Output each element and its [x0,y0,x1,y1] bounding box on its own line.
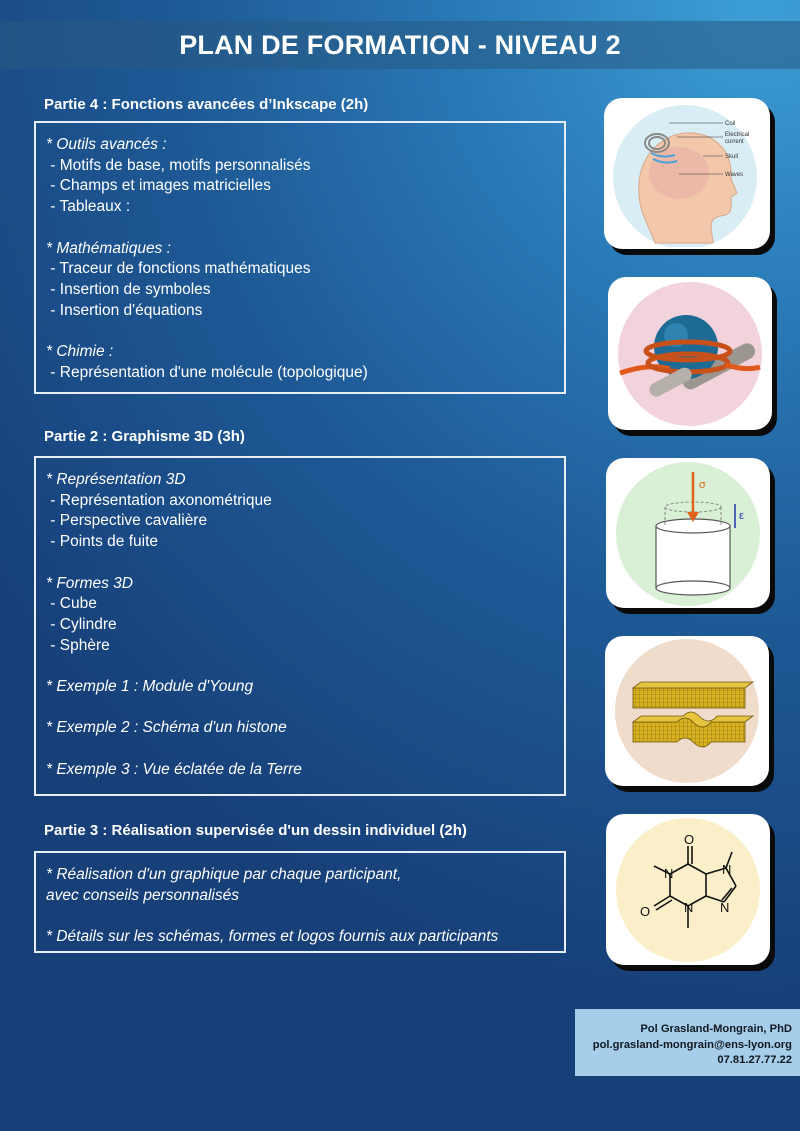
section-1-line: * Exemple 2 : Schéma d'un histone [46,719,287,737]
nitrogen-9-label: N [720,899,730,915]
section-2-line: * Détails sur les schémas, formes et logos fournis aux participants [46,928,499,946]
section-0-line: - Tableaux : [46,198,131,216]
section-box-partie-2 [34,456,566,796]
section-0-line: - Insertion d'équations [46,301,203,319]
brain-stimulation-illustration [604,98,770,249]
skull-label: Skull [725,153,739,160]
electrical-label: Electrical [725,131,750,138]
section-1-line: - Sphère [46,636,110,654]
section-2-line [46,906,554,927]
section-0-line: - Motifs de base, motifs personnalisés [46,156,311,174]
section-0-line: - Insertion de symboles [46,280,211,298]
caffeine-molecule-svg [608,816,768,964]
contact-box [575,1009,800,1076]
contact-name: Pol Grasland-Mongrain, PhD [640,1023,792,1035]
section-0-line: * Outils avancés : [46,136,167,153]
section-heading-partie-2: Partie 2 : Graphisme 3D (3h) [44,428,245,445]
title-bar [0,21,800,69]
section-heading-partie-3: Partie 3 : Réalisation supervisée d'un dessin individuel (2h) [44,822,467,839]
section-box-partie-3 [34,851,566,953]
oxygen-top-label: O [684,831,695,847]
nitrogen-1-label: N [664,865,674,881]
coil-label: Coil [725,120,736,127]
histone-illustration [608,277,772,430]
section-heading-partie-4: Partie 4 : Fonctions avancées d’Inkscape (2h) [44,96,369,113]
nitrogen-7-label: N [722,861,732,877]
young-modulus-svg [608,460,768,606]
section-1-line: - Cube [46,595,97,613]
young-modulus-illustration [606,458,770,608]
section-2-line: avec conseils personnalisés [46,886,239,904]
section-0-line: - Représentation d'une molécule (topologique) [46,363,368,381]
deformed-blocks-svg [607,638,767,784]
section-2-line: * Réalisation d'un graphique par chaque participant, [46,866,402,883]
section-1-line: * Exemple 1 : Module d'Young [46,678,254,695]
sigma-label: σ [699,479,706,491]
contact-phone[interactable]: 07.81.27.77.22 [717,1054,792,1066]
section-0-line: - Traceur de fonctions mathématiques [46,260,311,278]
contact-email[interactable]: pol.grasland-mongrain@ens-lyon.org [592,1038,792,1051]
section-1-line: - Perspective cavalière [46,512,208,530]
section-0-line: * Mathématiques : [46,239,171,257]
section-1-line: * Représentation 3D [46,471,186,488]
brain-stimulation-svg [607,101,767,247]
nitrogen-3-label: N [684,899,694,915]
section-1-line: - Représentation axonométrique [46,491,272,509]
waves-label: Waves [725,171,744,178]
current-label: current [725,138,744,145]
section-box-partie-4 [34,121,566,394]
section-0-line: * Chimie : [46,343,114,360]
histone-svg [610,279,770,429]
section-1-line [46,553,554,574]
section-1-line: * Formes 3D [46,574,133,592]
section-1-line: - Cylindre [46,615,117,633]
section-0-line [46,321,554,342]
section-1-line [46,739,554,760]
deformed-blocks-illustration [605,636,769,786]
oxygen-left-label: O [640,903,651,919]
section-0-line [46,218,554,239]
section-0-line: - Champs et images matricielles [46,177,271,195]
section-1-line: * Exemple 3 : Vue éclatée de la Terre [46,760,302,778]
epsilon-label: ε [739,510,744,522]
caffeine-molecule-illustration [606,814,770,965]
page-title: PLAN DE FORMATION - NIVEAU 2 [179,29,621,60]
section-1-line: - Points de fuite [46,533,159,551]
section-1-line [46,656,554,677]
section-1-line [46,698,554,719]
